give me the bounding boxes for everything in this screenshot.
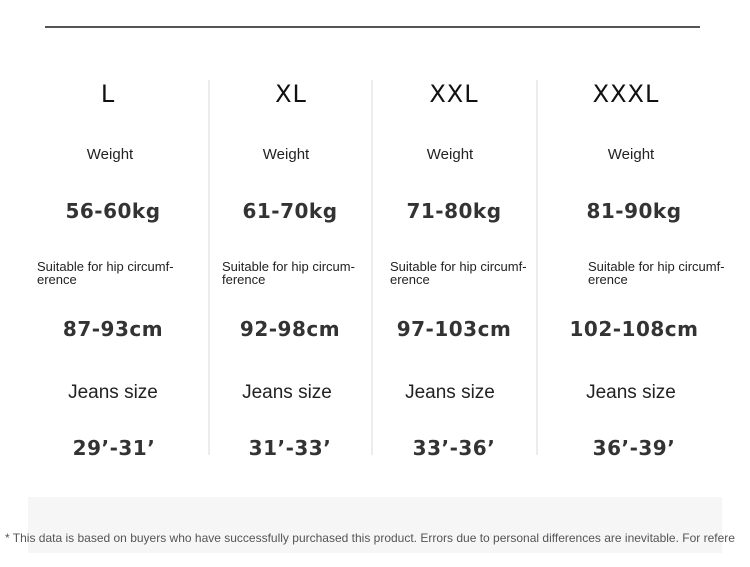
size-label-l: L <box>100 80 116 108</box>
hip-caption <box>588 260 725 286</box>
hip-caption-line: erence <box>390 272 430 287</box>
weight-value: 81-90kg <box>586 199 682 223</box>
jeans-value: 36’-39’ <box>592 436 676 460</box>
hip-caption <box>37 260 174 286</box>
hip-caption-line: Suitable for hip circumf- <box>390 259 527 274</box>
weight-value: 71-80kg <box>406 199 502 223</box>
weight-value: 61-70kg <box>242 199 338 223</box>
jeans-value: 33’-36’ <box>412 436 496 460</box>
top-divider-line <box>45 26 700 28</box>
hip-caption <box>222 260 355 286</box>
jeans-caption: Jeans size <box>68 382 158 403</box>
column-divider <box>371 80 373 455</box>
jeans-caption: Jeans size <box>405 382 495 403</box>
column-divider <box>536 80 538 455</box>
hip-caption-line: erence <box>588 272 628 287</box>
hip-caption-line: Suitable for hip circum- <box>222 259 355 274</box>
size-label-xl: XL <box>275 80 307 108</box>
hip-value: 97-103cm <box>396 317 512 341</box>
weight-caption: Weight <box>86 146 134 163</box>
weight-caption: Weight <box>426 146 474 163</box>
size-label-xxxl: XXXL <box>592 80 660 108</box>
hip-caption-line: ference <box>222 272 266 287</box>
hip-caption-line: Suitable for hip circumf- <box>588 259 725 274</box>
weight-caption: Weight <box>607 146 655 163</box>
column-divider <box>208 80 210 455</box>
hip-value: 102-108cm <box>569 317 699 341</box>
hip-caption <box>390 260 527 286</box>
weight-caption: Weight <box>262 146 310 163</box>
jeans-value: 31’-33’ <box>248 436 332 460</box>
jeans-value: 29’-31’ <box>72 436 156 460</box>
hip-value: 92-98cm <box>239 317 341 341</box>
jeans-caption: Jeans size <box>242 382 332 403</box>
hip-caption-line: Suitable for hip circumf- <box>37 259 174 274</box>
weight-value: 56-60kg <box>65 199 161 223</box>
hip-value: 87-93cm <box>62 317 164 341</box>
footer-disclaimer: * This data is based on buyers who have successfully purchased this product. Errors due to personal differences are inevitable. For refere <box>5 531 735 545</box>
size-label-xxl: XXL <box>429 80 479 108</box>
jeans-caption: Jeans size <box>586 382 676 403</box>
hip-caption-line: erence <box>37 272 77 287</box>
